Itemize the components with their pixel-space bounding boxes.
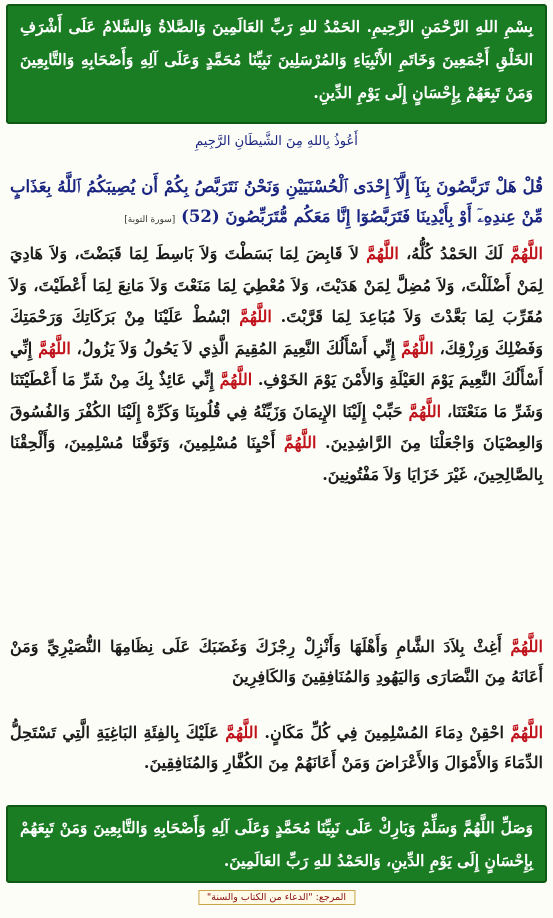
opening-banner-text: بِسْمِ اللهِ الرَّحْمَنِ الرَّحِيمِ. الحَمْدُ للهِ رَبِّ العَالَمِينَ وَالصَّلاةُ وَالسَّلامُ عَلَى أَشْرَفِ الخَلْقِ أَجْمَعِينَ وَخَاتَمِ الأَنْبِيَاءِ وَالمُرْسَلِينَ نَبِيِّنَا مُحَمَّدٍ وَعَلَى آلِهِ وَأَصْحَابِهِ وَالتَّابِعِينَ وَمَنْ تَبِعَهُمْ بِإِحْسَانٍ إِلَى يَوْمِ الدِّينِ. bbox=[20, 17, 533, 102]
dua-main-part: لاَ قَابِضَ لِمَا بَسَطْتَ وَلاَ بَاسِطَ لِمَا قَبَضْتَ، وَلاَ هَادِيَ لِمَنْ أَضْلَلْتَ، وَلاَ مُضِلَّ لِمَنْ هَدَيْتَ، وَلاَ مُعْطِيَ لِمَا مَنَعْتَ وَلاَ مَانِعَ لِمَا أَعْطَيْتَ، وَلاَ مُقَرِّبَ لِمَا بَعَّدْتَ وَلاَ مُبَاعِدَ لِمَا قَرَّبْتَ. bbox=[10, 244, 544, 326]
dua-main bbox=[10, 238, 543, 490]
allahumma-word: اللَّهُمَّ bbox=[408, 401, 442, 421]
dua-blood-part: احْقِنْ دِمَاءَ المُسْلِمِينَ فِي كُلِّ مَكَانٍ. bbox=[264, 723, 504, 742]
dua-main-part: ابْسُطْ عَلَيْنَا مِنْ بَرَكَاتِكَ وَرَحْمَتِكَ وَفَضْلِكَ وَرِزْقِكَ، bbox=[10, 307, 544, 358]
dua-blood bbox=[10, 718, 543, 778]
allahumma-word: اللَّهُمَّ bbox=[510, 637, 543, 656]
allahumma-word: اللَّهُمَّ bbox=[283, 433, 317, 452]
dua-sham bbox=[10, 632, 543, 692]
verse-text: قُلْ هَلْ تَرَبَّصُونَ بِنَآ إِلَّآ إِحْدَى ٱلْحُسْنَيَيْنِ وَنَحْنُ نَتَرَبَّصُ بِكُمْ أَن يُصِيبَكُمُ ٱللَّهُ بِعَذَابٍ مِّنْ عِندِهِۦٓ أَوْ بِأَيْدِينَا فَتَرَبَّصُوٓا إِنَّا مَعَكُم مُّتَرَبِّصُونَ bbox=[10, 177, 543, 226]
closing-banner bbox=[6, 805, 547, 883]
allahumma-word: اللَّهُمَّ bbox=[510, 723, 544, 742]
opening-banner bbox=[6, 4, 547, 124]
dua-main-part: إِنِّي أَسْأَلُكَ النَّعِيمَ المُقِيمَ الَّذِي لاَ يَحُولُ وَلاَ يَزُولُ، bbox=[76, 338, 396, 358]
allahumma-word: اللَّهُمَّ bbox=[225, 723, 258, 742]
verse-reference: [سورة التوبة] bbox=[124, 215, 176, 225]
allahumma-word: اللَّهُمَّ bbox=[239, 307, 272, 326]
dua-main-part: إِنِّي أَسْأَلُكَ النَّعِيمَ يَوْمَ العَيْلَةِ وَالأَمْنَ يَوْمَ الخَوْفِ. bbox=[10, 338, 543, 389]
allahumma-word: اللَّهُمَّ bbox=[510, 244, 543, 263]
allahumma-word: اللَّهُمَّ bbox=[219, 370, 253, 389]
dua-main-part: أَحْيِنَا مُسْلِمِينَ، وَتَوَفَّنَا مُسْلِمِينَ، وَأَلْحِقْنَا بِالصَّالِحِينَ، غَيْرَ خَزَايَا وَلاَ مَفْتُونِينَ. bbox=[10, 433, 543, 484]
dua-blood-part: عَلَيْكَ بِالفِئَةِ البَاغِيَةِ الَّتِي تَسْتَحِلُّ الدِّمَاءَ وَالأَمْوَالَ وَالأَعْرَاضَ وَمَنْ أَعَانَهُمْ مِنَ الكُفَّارِ وَالمُنَافِقِينَ. bbox=[10, 723, 543, 772]
verse-number: (52) bbox=[181, 207, 220, 226]
dua-main-part: حَبِّبْ إِلَيْنَا الإِيمَانَ وَزَيِّنْهُ فِي قُلُوبِنَا وَكَرِّهْ إِلَيْنَا الكُفْرَ وَالفُسُوقَ وَالعِصْيَانَ وَاجْعَلْنَا مِنَ الرَّاشِدِينَ. bbox=[10, 401, 543, 452]
dua-main-part: لَكَ الحَمْدُ كُلُّهُ، bbox=[406, 244, 504, 263]
closing-banner-text: وَصَلِّ اللَّهُمَّ وَسَلِّمْ وَبَارِكْ عَلَى نَبِيِّنَا مُحَمَّدٍ وَعَلَى آلِهِ وَأَصْحَابِهِ وَالتَّابِعِينَ وَمَنْ تَبِعَهُمْ بِإِحْسَانٍ إِلَى يَوْمِ الدِّينِ، وَالحَمْدُ للهِ رَبِّ العَالَمِينَ. bbox=[20, 818, 533, 870]
quran-verse bbox=[10, 172, 543, 235]
dua-sham-text: أَغِثْ بِلاَدَ الشَّامِ وَأَهْلَهَا وَأَنْزِلْ رِجْزَكَ وَغَضَبَكَ عَلَى نِظَامِهَا النُّصَيْرِيِّ وَمَنْ أَعَانَهُ مِنَ النَّصَارَى وَاليَهُودِ وَالمُنَافِقِينَ وَالكَافِرِينَ bbox=[10, 637, 543, 686]
allahumma-word: اللَّهُمَّ bbox=[38, 338, 71, 358]
allahumma-word: اللَّهُمَّ bbox=[366, 244, 399, 263]
source-reference: المرجع: "الدعاء من الكتاب والسنة" bbox=[198, 890, 355, 905]
dua-main-part: إِنِّي عَائِذٌ بِكَ مِنْ شَرِّ مَا أَعْطَيْتَنَا وَشَرِّ مَا مَنَعْتَنَا، bbox=[10, 370, 544, 421]
allahumma-word: اللَّهُمَّ bbox=[401, 338, 434, 358]
taawwudh: أَعُوذُ بِاللهِ مِنَ الشَّيطَانِ الرَّجِيمِ bbox=[195, 134, 358, 149]
